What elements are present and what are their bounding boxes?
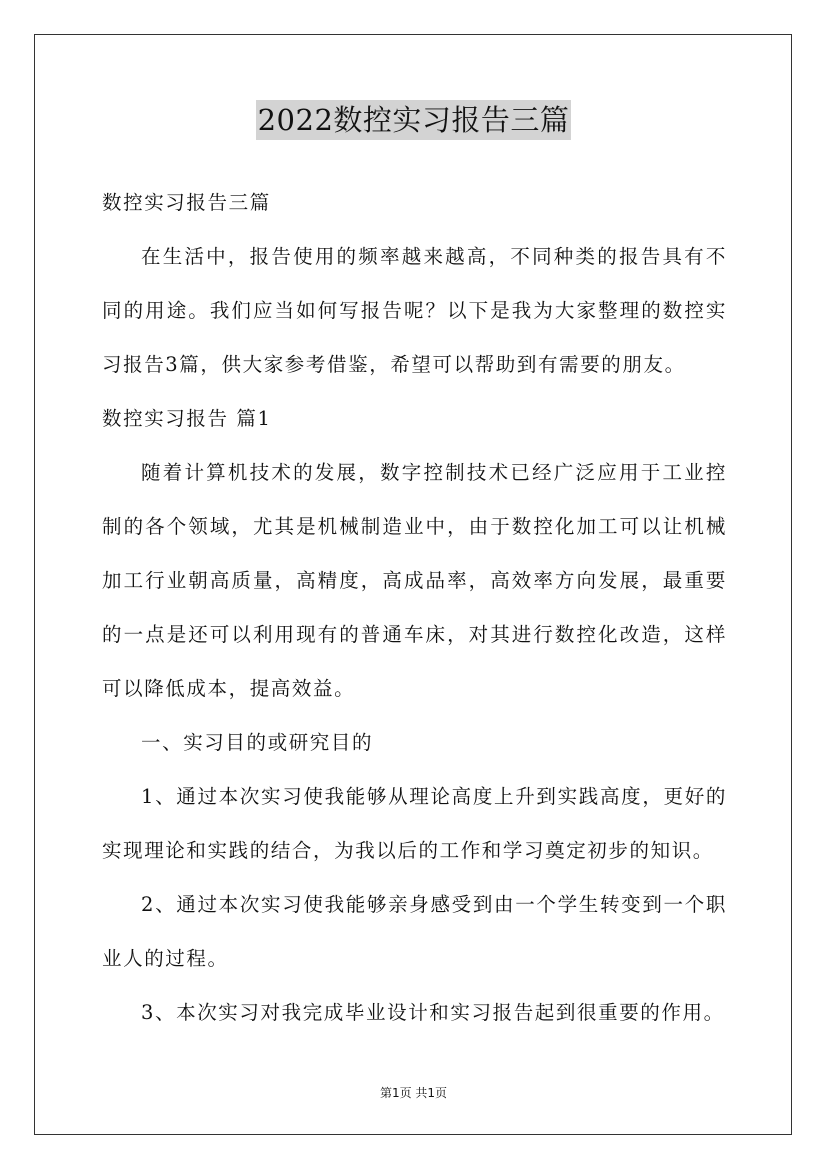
- list-item: 2、通过本次实习使我能够亲身感受到由一个学生转变到一个职业人的过程。: [102, 893, 727, 970]
- document-subtitle: 数控实习报告三篇: [102, 191, 271, 214]
- body-paragraph: 随着计算机技术的发展，数字控制技术已经广泛应用于工业控制的各个领域，尤其是机械制造业中，由于数控化加工可以让机械加工行业朝高质量，高精度，高成品率，高效率方向发展，最重要的一点是还可以利用现有的普通车床，对其进行数控化改造，这样可以降低成本，提高效益。: [102, 461, 727, 700]
- intro-paragraph: 在生活中，报告使用的频率越来越高，不同种类的报告具有不同的用途。我们应当如何写报告呢？以下是我为大家整理的数控实习报告3篇，供大家参考借鉴，希望可以帮助到有需要的朋友。: [102, 245, 727, 376]
- title-container: [0, 100, 827, 140]
- list-item: 1、通过本次实习使我能够从理论高度上升到实践高度，更好的实现理论和实践的结合，为我以后的工作和学习奠定初步的知识。: [102, 785, 727, 862]
- subsection-heading: 一、实习目的或研究目的: [141, 731, 374, 754]
- section-heading: 数控实习报告 篇1: [102, 407, 272, 430]
- document-body: [102, 176, 727, 1040]
- list-item: 3、本次实习对我完成毕业设计和实习报告起到很重要的作用。: [141, 1001, 725, 1024]
- page-footer: 第1页 共1页: [379, 1086, 448, 1100]
- document-title: 2022数控实习报告三篇: [256, 100, 572, 140]
